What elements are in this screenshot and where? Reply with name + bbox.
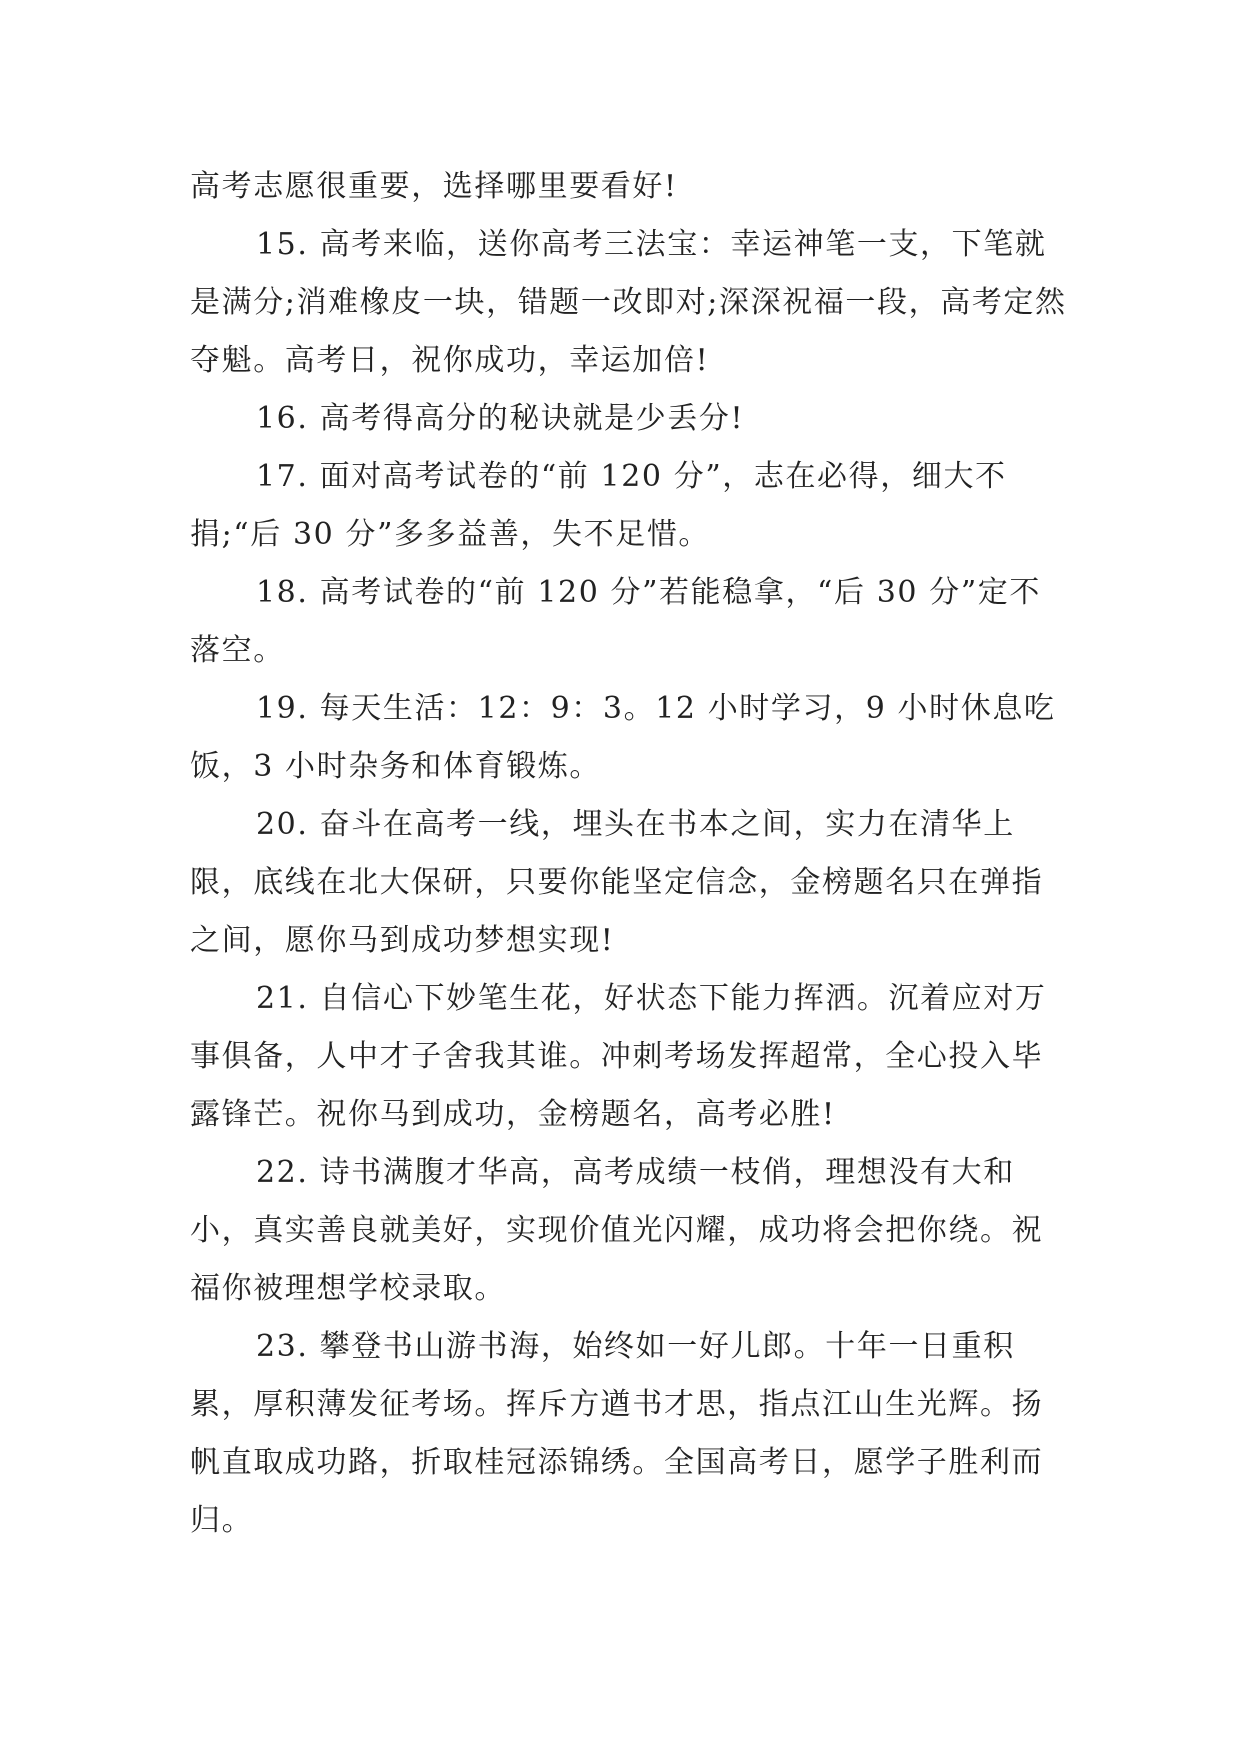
paragraph-item-17: 17. 面对高考试卷的“前 120 分”，志在必得，细大不捐;“后 30 分”多多益善，失不足惜。: [190, 459, 1007, 552]
paragraph-item-20: 20. 奋斗在高考一线，埋头在书本之间，实力在清华上限，底线在北大保研，只要你能坚定信念，金榜题名只在弹指之间，愿你马到成功梦想实现!: [190, 807, 1044, 958]
paragraph-item-19: 19. 每天生活：12：9：3。12 小时学习，9 小时休息吃饭，3 小时杂务和体育锻炼。: [190, 691, 1056, 784]
paragraph-item-22: 22. 诗书满腹才华高，高考成绩一枝俏，理想没有大和小，真实善良就美好，实现价值光闪耀，成功将会把你绕。祝福你被理想学校录取。: [190, 1155, 1044, 1306]
document-page: [190, 158, 1070, 1550]
paragraph-item-15: 15. 高考来临，送你高考三法宝：幸运神笔一支，下笔就是满分;消难橡皮一块，错题一改即对;深深祝福一段，高考定然夺魁。高考日，祝你成功，幸运加倍!: [190, 227, 1067, 378]
paragraph-item-23: 23. 攀登书山游书海，始终如一好儿郎。十年一日重积累，厚积薄发征考场。挥斥方遒书才思，指点江山生光辉。扬帆直取成功路，折取桂冠添锦绣。全国高考日，愿学子胜利而归。: [190, 1329, 1044, 1538]
paragraph-item-16: 16. 高考得高分的秘诀就是少丢分!: [256, 401, 745, 436]
paragraph-continuation: 高考志愿很重要，选择哪里要看好!: [190, 169, 678, 204]
paragraph-item-18: 18. 高考试卷的“前 120 分”若能稳拿，“后 30 分”定不落空。: [190, 575, 1041, 668]
paragraph-item-21: 21. 自信心下妙笔生花，好状态下能力挥洒。沉着应对万事俱备，人中才子舍我其谁。冲刺考场发挥超常，全心投入毕露锋芒。祝你马到成功，金榜题名，高考必胜!: [190, 981, 1047, 1132]
